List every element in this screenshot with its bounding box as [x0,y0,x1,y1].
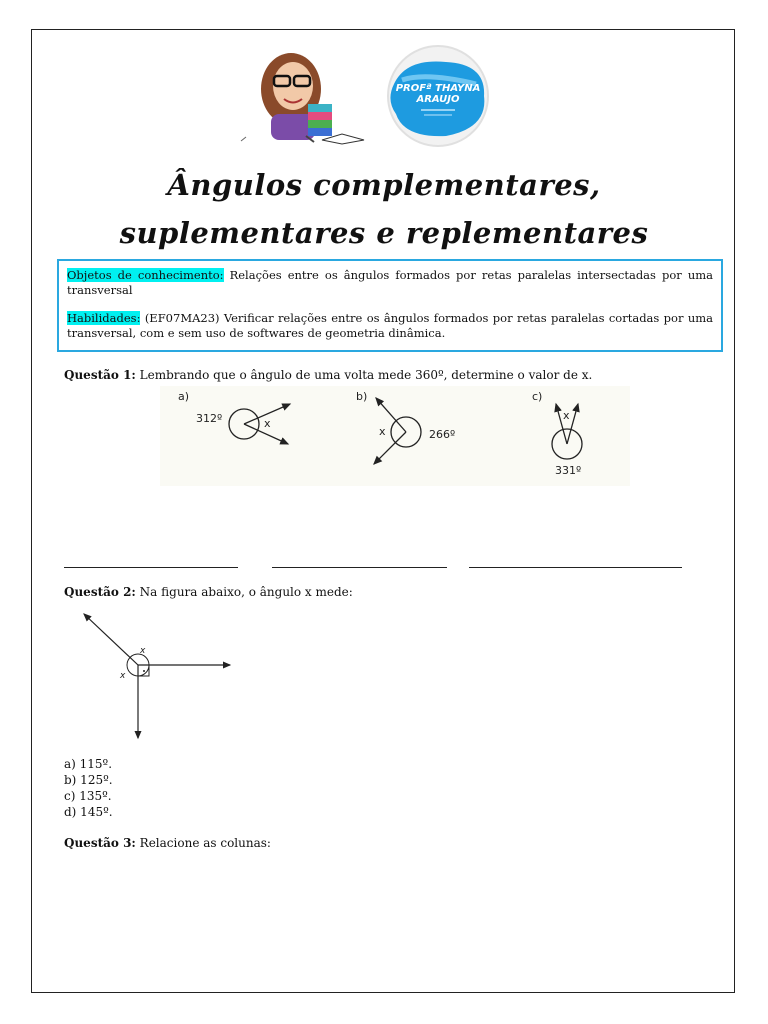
figure-1a-angle: 312º [196,412,223,425]
objetos-paragraph [67,268,713,297]
question-1 [64,368,592,382]
question-1-figures [160,386,630,486]
option-a[interactable]: a) 115º. [64,757,113,771]
question-3-text: Relacione as colunas: [135,836,271,850]
badge-line1: PROFª THAYNA [395,83,481,94]
option-d[interactable]: d) 145º. [64,805,113,819]
question-2-var-left: x [120,671,126,681]
question-1-label: Questão 1: [64,368,136,382]
answer-blank-b[interactable] [272,567,447,568]
habilidades-paragraph [67,311,713,340]
figure-1c-var: x [563,409,570,422]
question-2 [64,585,353,599]
habilidades-text: (EF07MA23) Verificar relações entre os ângulos formados por retas paralelas cortadas por uma transversal, com e sem uso de softwares de geometria dinâmica. [67,311,713,340]
option-b[interactable]: b) 125º. [64,773,113,787]
objectives-box [57,259,723,352]
figure-1b-angle: 266º [429,428,456,441]
question-3 [64,836,271,850]
question-2-text: Na figura abaixo, o ângulo x mede: [135,585,353,599]
title-line-1: Ângulos complementares, [167,168,601,202]
objetos-label: Objetos de conhecimento: [67,268,224,282]
figure-1a-letter: a) [178,390,190,403]
question-2-var-top: x [140,646,146,656]
answer-blank-c[interactable] [469,567,682,568]
habilidades-label: Habilidades: [67,311,141,325]
badge-line2: ARAUJO [416,94,460,105]
figure-1a-var: x [264,417,271,430]
title-line-2: suplementares e replementares [119,216,649,250]
question-2-figure [64,606,244,746]
figure-1b-letter: b) [356,390,368,403]
question-3-label: Questão 3: [64,836,136,850]
answer-blank-a[interactable] [64,567,238,568]
question-2-label: Questão 2: [64,585,136,599]
question-2-options [64,756,113,820]
figure-1b-var: x [379,425,386,438]
option-c[interactable]: c) 135º. [64,789,112,803]
header-logos [236,44,506,154]
objetos-text: Relações entre os ângulos formados por retas paralelas intersectadas por uma transversal [67,268,713,297]
question-1-text: Lembrando que o ângulo de uma volta mede 360º, determine o valor de x. [135,368,593,382]
teacher-avatar-illustration [236,44,506,154]
figure-1c-letter: c) [532,390,543,403]
figure-1c-angle: 331º [555,464,582,477]
